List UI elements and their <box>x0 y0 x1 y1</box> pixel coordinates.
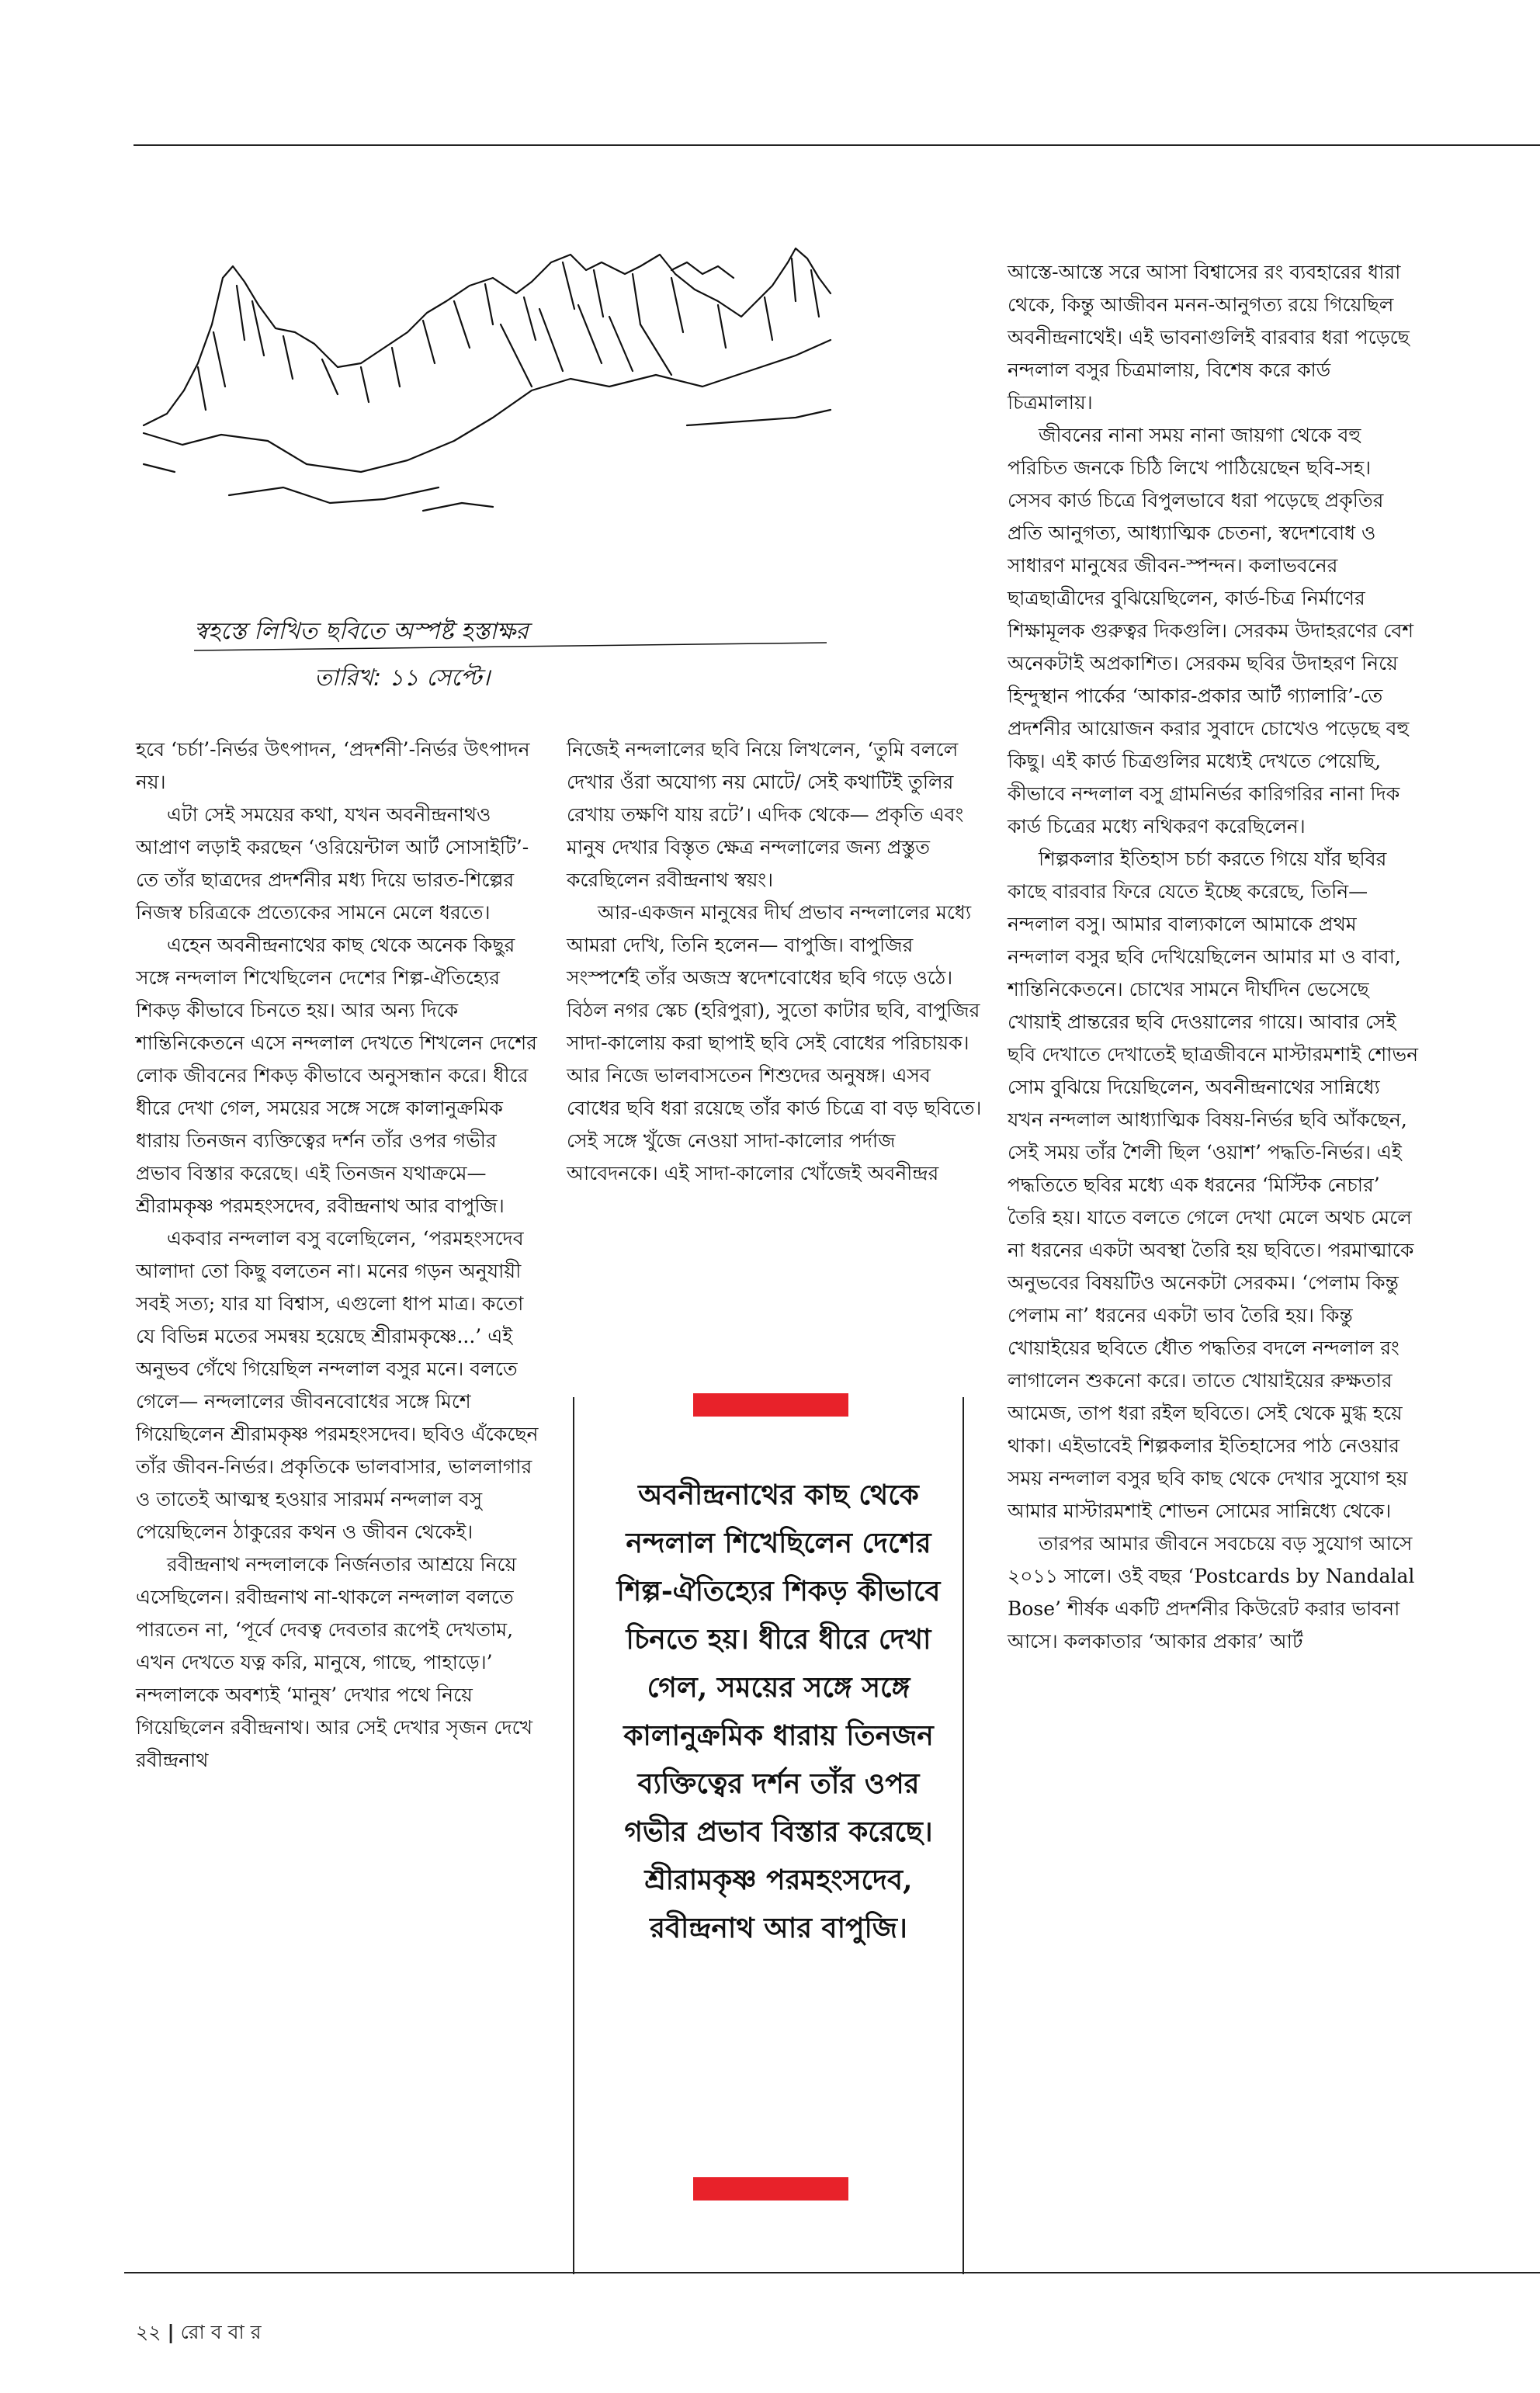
sketch-caption-line2: তারিখ: ১১ সেপ্টে। <box>314 664 491 692</box>
page-number: ২২ <box>136 2321 161 2343</box>
col3-paragraph: শিল্পকলার ইতিহাস চর্চা করতে গিয়ে যাঁর ছবির কাছে বারবার ফিরে যেতে ইচ্ছে করেছে, তিনি— নন্দলাল বসু। আমার বাল্যকালে আমাকে প্রথম নন্দলাল বসুর ছবি দেখিয়েছিলেন আমার মা ও বাবা, শান্তিনিকেতনে। চোখের সামনে দীর্ঘদিন ভেসেছে খোয়াই প্রান্তরের ছবি দেওয়ালের গায়ে। আবার সেই ছবি দেখাতে দেখাতেই ছাত্রজীবনে মাস্টারমশাই শোভন সোম বুঝিয়ে দিয়েছিলেন, অবনীন্দ্রনাথের সান্নিধ্যে যখন নন্দলাল আধ্যাত্মিক বিষয়-নির্ভর ছবি আঁকছেন, সেই সময় তাঁর শৈলী ছিল ‘ওয়াশ’ পদ্ধতি-নির্ভর। এই পদ্ধতিতে ছবির মধ্যে এক ধরনের ‘মিস্টিক নেচার’ তৈরি হয়। যাতে বলতে গেলে দেখা মেলে অথচ মেলে না ধরনের একটা অবস্থা তৈরি হয় ছবিতে। পরমাত্মাকে অনুভবের বিষয়টিও অনেকটা সেরকম। ‘পেলাম কিন্তু পেলাম না’ ধরনের একটা ভাব তৈরি হয়। কিন্তু খোয়াইয়ের ছবিতে ধৌত পদ্ধতির বদলে নন্দলাল রং লাগালেন শুকনো করে। তাতে খোয়াইয়ের রুক্ষতার আমেজ, তাপ ধরা রইল ছবিতে। সেই থেকে মুগ্ধ হয়ে থাকা। এইভাবেই শিল্পকলার ইতিহাসের পাঠ নেওয়ার সময় নন্দলাল বসুর ছবি কাছ থেকে দেখার সুযোগ হয় আমার মাস্টারমশাই শোভন সোমের সান্নিধ্যে থেকে। <box>1008 848 1419 1522</box>
bottom-rule <box>124 2272 1540 2273</box>
col1-paragraph: রবীন্দ্রনাথ নন্দলালকে নির্জনতার আশ্রয়ে নিয়ে এসেছিলেন। রবীন্দ্রনাথ না-থাকলে নন্দলাল বলতে পারতেন না, ‘পূর্বে দেবত্ব দেবতার রূপেই দেখতাম, এখন দেখতে যত্ন করি, মানুষে, গাছে, পাহাড়ে।’ নন্দলালকে অবশ্যই ‘মানুষ’ দেখার পথে নিয়ে গিয়েছিলেন রবীন্দ্রনাথ। আর সেই দেখার সৃজন দেখে রবীন্দ্রনাথ <box>136 1553 533 1771</box>
article-column-3 <box>1008 256 1419 1658</box>
mountain-sketch-illustration <box>128 231 966 713</box>
pull-quote-top-bar <box>693 1393 848 1417</box>
magazine-name: রো ব বা র <box>180 2321 262 2343</box>
col3-paragraph: জীবনের নানা সময় নানা জায়গা থেকে বহু পরিচিত জনকে চিঠি লিখে পাঠিয়েছেন ছবি-সহ। সেসব কার্ড চিত্রে বিপুলভাবে ধরা পড়েছে প্রকৃতির প্রতি আনুগত্য, আধ্যাত্মিক চেতনা, স্বদেশবোধ ও সাধারণ মানুষের জীবন-স্পন্দন। কলাভবনের ছাত্রছাত্রীদের বুঝিয়েছিলেন, কার্ড-চিত্র নির্মাণের শিক্ষামূলক গুরুত্বর দিকগুলি। সেরকম উদাহরণের বেশ অনেকটাই অপ্রকাশিত। সেরকম ছবির উদাহরণ নিয়ে হিন্দুস্থান পার্কের ‘আকার-প্রকার আর্ট গ্যালারি’-তে প্রদর্শনীর আয়োজন করার সুবাদে চোখেও পড়েছে বহু কিছু। এই কার্ড চিত্রগুলির মধ্যেই দেখতে পেয়েছি, কীভাবে নন্দলাল বসু গ্রামনির্ভর কারিগরির নানা দিক কার্ড চিত্রের মধ্যে নথিকরণ করেছিলেন। <box>1008 424 1414 838</box>
col1-paragraph: একবার নন্দলাল বসু বলেছিলেন, ‘পরমহংসদেব আলাদা তো কিছু বলতেন না। মনের গড়ন অনুযায়ী সবই সত্য; যার যা বিশ্বাস, এগুলো ধাপ মাত্র। কতো যে বিভিন্ন মতের সমন্বয় হয়েছে শ্রীরামকৃষ্ণে...’ এই অনুভব গেঁথে গিয়েছিল নন্দলাল বসুর মনে। বলতে গেলে— নন্দলালের জীবনবোধের সঙ্গে মিশে গিয়েছিলেন শ্রীরামকৃষ্ণ পরমহংসদেব। ছবিও এঁকেছেন তাঁর জীবন-নির্ভর। প্রকৃতিকে ভালবাসার, ভাললাগার ও তাতেই আত্মস্থ হওয়ার সারমর্ম নন্দলাল বসু পেয়েছিলেন ঠাকুরের কথন ও জীবন থেকেই। <box>136 1227 539 1543</box>
pull-quote-bottom-bar <box>693 2177 848 2201</box>
sketch-caption-line1: স্বহস্তে লিখিত ছবিতে অস্পষ্ট হস্তাক্ষর <box>194 618 529 645</box>
col1-paragraph: এটা সেই সময়ের কথা, যখন অবনীন্দ্রনাথও আপ্রাণ লড়াই করছেন ‘ওরিয়েন্টাল আর্ট সোসাইটি’-তে তাঁর ছাত্রদের প্রদর্শনীর মধ্য দিয়ে ভারত-শিল্পের নিজস্ব চরিত্রকে প্রত্যেকের সামনে মেলে ধরতে। <box>136 803 529 924</box>
col3-paragraph: তারপর আমার জীবনে সবচেয়ে বড় সুযোগ আসে ২০১১ সালে। ওই বছর ‘Postcards by Nandalal Bose’ শীর্ষক একটি প্রদর্শনীর কিউরেট করার ভাবনা আসে। কলকাতার ‘আকার প্রকার’ আর্ট <box>1008 1532 1415 1653</box>
col2-paragraph: নিজেই নন্দলালের ছবি নিয়ে লিখলেন, ‘তুমি বললে দেখার ওঁরা অযোগ্য নয় মোটে/ সেই কথাটিই তুলির রেখায় তক্ষণি যায় রটে’। এদিক থেকে— প্রকৃতি এবং মানুষ দেখার বিস্তৃত ক্ষেত্র নন্দলালের জন্য প্রস্তুত করেছিলেন রবীন্দ্রনাথ স্বয়ং। <box>567 738 964 891</box>
article-column-1 <box>136 734 539 1777</box>
pull-quote-text: অবনীন্দ্রনাথের কাছ থেকে নন্দলাল শিখেছিলেন দেশের শিল্প-ঐতিহ্যের শিকড় কীভাবে চিনতে হয়। ধীরে ধীরে দেখা গেল, সময়ের সঙ্গে সঙ্গে কালানুক্রমিক ধারায় তিনজন ব্যক্তিত্বের দর্শন তাঁর ওপর গভীর প্রভাব বিস্তার করেছে। শ্রীরামকৃষ্ণ পরমহংসদেব, রবীন্দ্রনাথ আর বাপুজি। <box>616 1479 941 1944</box>
col1-paragraph: এহেন অবনীন্দ্রনাথের কাছ থেকে অনেক কিছুর সঙ্গে নন্দলাল শিখেছিলেন দেশের শিল্প-ঐতিহ্যের শিকড় কীভাবে চিনতে হয়। আর অন্য দিকে শান্তিনিকেতনে এসে নন্দলাল দেখতে শিখলেন দেশের লোক জীবনের শিকড় কীভাবে অনুসন্ধান করে। ধীরে ধীরে দেখা গেল, সময়ের সঙ্গে সঙ্গে কালানুক্রমিক ধারায় তিনজন ব্যক্তিত্বের দর্শন তাঁর ওপর গভীর প্রভাব বিস্তার করেছে। এই তিনজন যথাক্রমে— শ্রীরামকৃষ্ণ পরমহংসদেব, রবীন্দ্রনাথ আর বাপুজি। <box>136 934 537 1217</box>
col1-paragraph: হবে ‘চর্চা’-নির্ভর উৎপাদন, ‘প্রদর্শনী’-নির্ভর উৎপাদন নয়। <box>136 738 530 793</box>
article-column-2 <box>567 734 986 1190</box>
pull-quote <box>604 1393 953 2201</box>
col3-paragraph: আস্তে-আস্তে সরে আসা বিশ্বাসের রং ব্যবহারের ধারা থেকে, কিন্তু আজীবন মনন-আনুগত্য রয়ে গিয়েছিল অবনীন্দ্রনাথেই। এই ভাবনাগুলিই বারবার ধরা পড়েছে নন্দলাল বসুর চিত্রমালায়, বিশেষ করে কার্ড চিত্রমালায়। <box>1008 261 1410 414</box>
top-rule <box>134 144 1540 146</box>
col2-paragraph: আর-একজন মানুষের দীর্ঘ প্রভাব নন্দলালের মধ্যে আমরা দেখি, তিনি হলেন— বাপুজি। বাপুজির সংস্পর্শেই তাঁর অজস্র স্বদেশবোধের ছবি গড়ে ওঠে। বিঠল নগর স্কেচ (হরিপুরা), সুতো কাটার ছবি, বাপুজির সাদা-কালোয় করা ছাপাই ছবি সেই বোধের পরিচায়ক। আর নিজে ভালবাসতেন শিশুদের অনুষঙ্গ। এসব বোধের ছবি ধরা রয়েছে তাঁর কার্ড চিত্রে বা বড় ছবিতে। সেই সঙ্গে খুঁজে নেওয়া সাদা-কালোর পর্দাজ আবেদনকে। এই সাদা-কালোর খোঁজেই অবনীন্দ্রর <box>567 901 982 1184</box>
column-divider-right <box>962 1397 964 2274</box>
page-footer <box>136 2317 261 2350</box>
column-divider-left <box>573 1397 574 2274</box>
footer-separator: | <box>167 2321 175 2343</box>
